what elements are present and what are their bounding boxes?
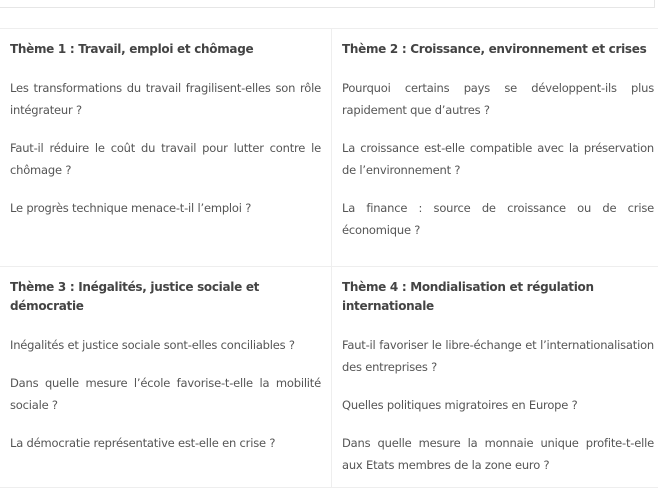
themes-table — [0, 28, 658, 488]
theme-question: Dans quelle mesure la monnaie unique profite-t-elle aux Etats membres de la zone euro ? — [342, 436, 654, 472]
theme-question: La finance : source de croissance ou de crise économique ? — [342, 201, 654, 237]
theme-cell-4 — [332, 267, 658, 487]
theme-question: Inégalités et justice sociale sont-elles conciliables ? — [10, 338, 295, 352]
theme-question: La démocratie représentative est-elle en crise ? — [10, 436, 276, 450]
top-divider-box — [0, 0, 655, 8]
theme-title: Thème 2 : Croissance, environnement et crises — [342, 42, 647, 56]
theme-question: La croissance est-elle compatible avec la préservation de l’environnement ? — [342, 141, 654, 177]
theme-question: Le progrès technique menace-t-il l’emploi ? — [10, 201, 252, 215]
theme-title: Thème 4 : Mondialisation et régulation internationale — [342, 280, 594, 313]
theme-cell-2 — [332, 29, 658, 267]
theme-question: Pourquoi certains pays se développent-ils plus rapidement que d’autres ? — [342, 81, 654, 117]
theme-cell-3 — [0, 267, 332, 487]
theme-question: Les transformations du travail fragilisent-elles son rôle intégrateur ? — [10, 81, 321, 117]
theme-question: Dans quelle mesure l’école favorise-t-elle la mobilité sociale ? — [10, 376, 321, 412]
theme-question: Quelles politiques migratoires en Europe ? — [342, 398, 578, 412]
theme-title: Thème 1 : Travail, emploi et chômage — [10, 42, 254, 56]
theme-question: Faut-il favoriser le libre-échange et l’internationalisation des entreprises ? — [342, 338, 654, 374]
theme-cell-1 — [0, 29, 332, 267]
theme-title: Thème 3 : Inégalités, justice sociale et démocratie — [10, 280, 260, 313]
theme-question: Faut-il réduire le coût du travail pour lutter contre le chômage ? — [10, 141, 321, 177]
